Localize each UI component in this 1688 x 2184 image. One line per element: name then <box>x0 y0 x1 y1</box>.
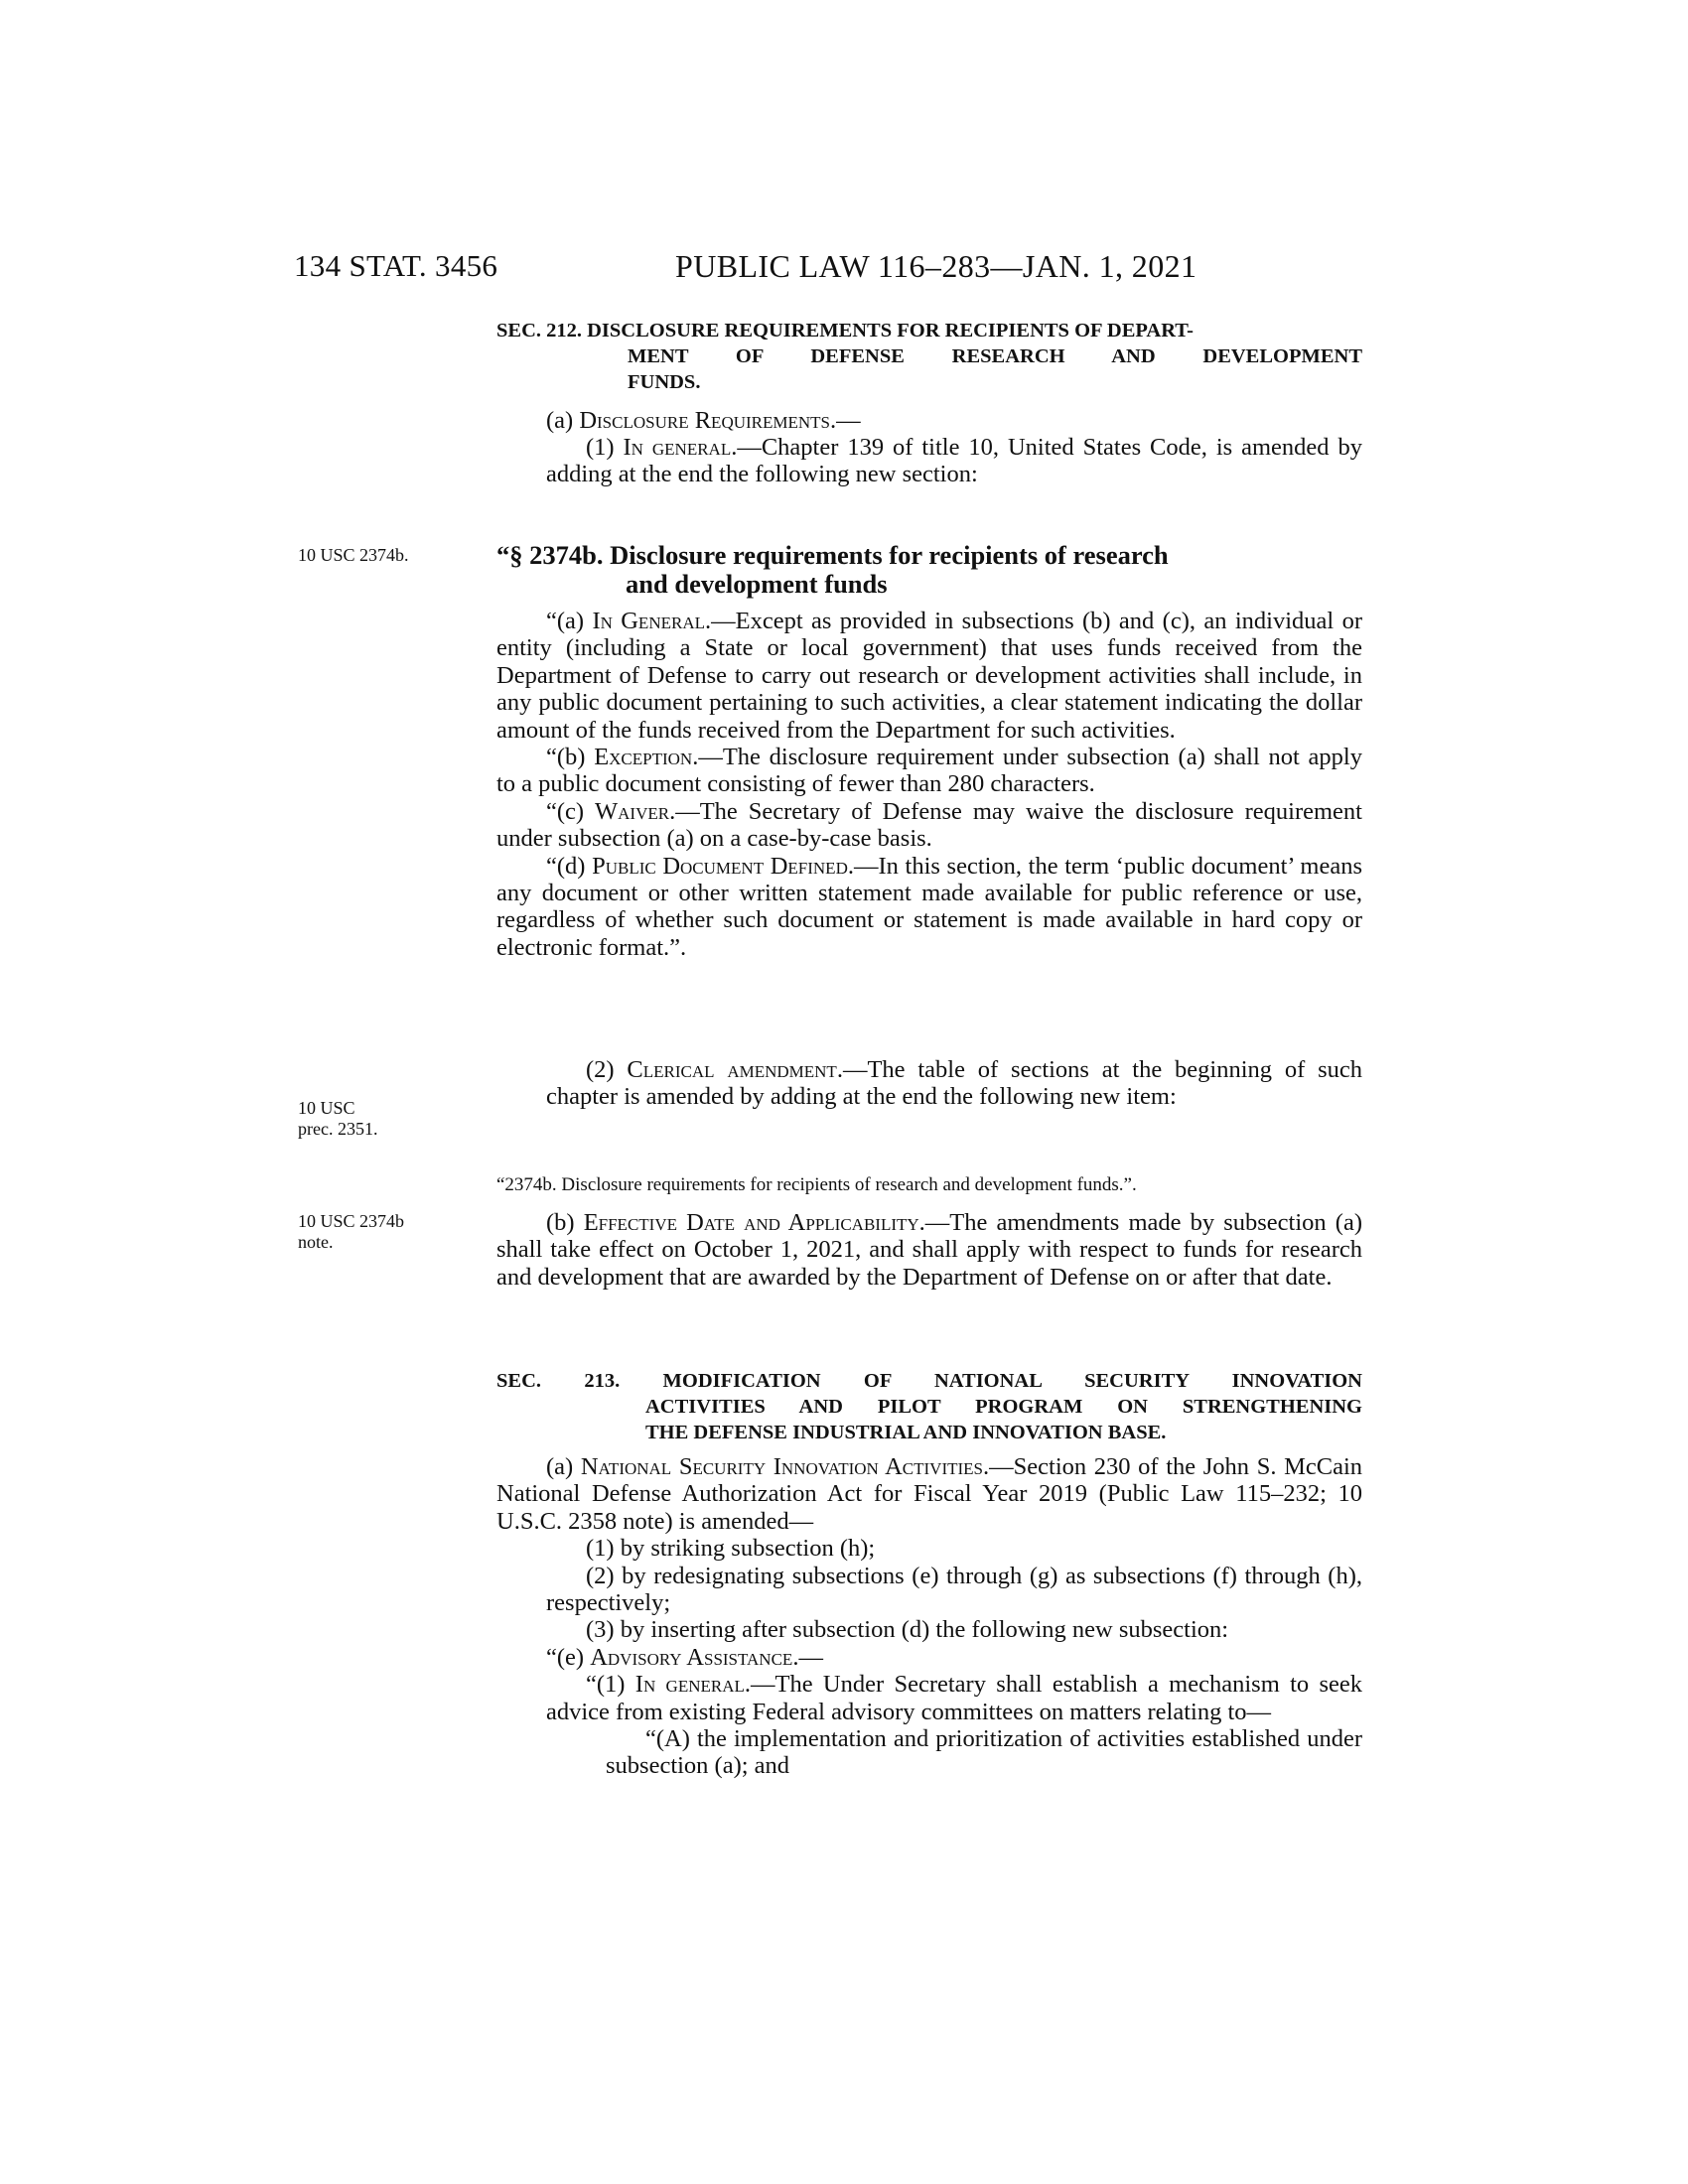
new-subsection-e-heading: “(e) Advisory Assistance.— <box>546 1643 823 1671</box>
subsection-d-public-document: “(d) Public Document Defined.—In this section, the term ‘public document’ means any document or other written statement made available for public reference or use, regardless of whether such document or statement is made available in hard copy or electronic format.”. <box>496 852 1362 961</box>
page-stat-citation: 134 STAT. 3456 <box>294 248 498 283</box>
section-213-heading: SEC. 213. MODIFICATION OF NATIONAL SECURITY INNOVATION ACTIVITIES AND PILOT PROGRAM ON STRENGTHENING THE DEFENSE INDUSTRIAL AND INNOVATION BASE. <box>496 1370 1362 1443</box>
new-paragraph-e1-in-general: “(1) In general.—The Under Secretary shall establish a mechanism to seek advice from existing Federal advisory committees on matters relating to— <box>546 1671 1362 1725</box>
subsection-a-in-general: “(a) In General.—Except as provided in subsections (b) and (c), an individual or entity (including a State or local government) that uses funds received from the Department of Defense to carry out research or development activities shall include, in any public document pertaining to such activities, a clear statement indicating the dollar amount of the funds received from the Department for such activities. <box>496 608 1362 744</box>
table-of-sections-new-item: “2374b. Disclosure requirements for recipients of research and development funds.”. <box>496 1174 1137 1195</box>
paragraph-1-in-general: (1) In general.—Chapter 139 of title 10, United States Code, is amended by adding at the end the following new section: <box>546 434 1362 488</box>
subsection-a-national-security-innovation: (a) National Security Innovation Activities.—Section 230 of the John S. McCain National Defense Authorization Act for Fiscal Year 2019 (Public Law 115–232; 10 U.S.C. 2358 note) is amended— <box>496 1453 1363 1535</box>
paragraph-2-clerical-amendment: (2) Clerical amendment.—The table of sections at the beginning of such chapter is amended by adding at the end the following new item: <box>546 1056 1362 1111</box>
sidenote-10-usc-prec-2351: 10 USC prec. 2351. <box>298 1098 378 1139</box>
page-law-title: PUBLIC LAW 116–283—JAN. 1, 2021 <box>675 248 1197 284</box>
section-2374b-body <box>496 608 1362 961</box>
new-subparagraph-A: “(A) the implementation and prioritization of activities established under subsection (a); and <box>606 1725 1362 1780</box>
section-212-heading-line3: FUNDS. <box>628 371 701 393</box>
sidenote-10-usc-2374b-note: 10 USC 2374b note. <box>298 1211 405 1252</box>
clause-2-redesignating: (2) by redesignating subsections (e) through (g) as subsections (f) through (h), respectively; <box>546 1562 1362 1617</box>
section-212-heading-line1: SEC. 212. DISCLOSURE REQUIREMENTS FOR RECIPIENTS OF DEPART- <box>496 320 1194 341</box>
clause-3-inserting: (3) by inserting after subsection (d) the following new subsection: <box>586 1616 1229 1644</box>
section-213-body <box>496 1453 1362 1780</box>
subsection-c-waiver: “(c) Waiver.—The Secretary of Defense may waive the disclosure requirement under subsection (a) on a case-by-case basis. <box>496 797 1362 853</box>
sidenote-10-usc-2374b: 10 USC 2374b. <box>298 545 409 565</box>
subsection-b-effective-date: (b) Effective Date and Applicability.—The amendments made by subsection (a) shall take effect on October 1, 2021, and shall apply with respect to funds for research and development that are awarded by the Department of Defense on or after that date. <box>496 1209 1362 1291</box>
subsection-a-heading: (a) Disclosure Requirements.— <box>546 407 861 434</box>
subsection-b-exception: “(b) Exception.—The disclosure requirement under subsection (a) shall not apply to a public document consisting of fewer than 280 characters. <box>496 744 1362 798</box>
clause-1-striking: (1) by striking subsection (h); <box>586 1535 876 1563</box>
section-2374b-heading: “§ 2374b. Disclosure requirements for recipients of research and development funds <box>496 540 1169 599</box>
section-212-heading <box>496 318 1362 395</box>
section-212-heading-line2: MENT OF DEFENSE RESEARCH AND DEVELOPMENT <box>628 345 1362 367</box>
